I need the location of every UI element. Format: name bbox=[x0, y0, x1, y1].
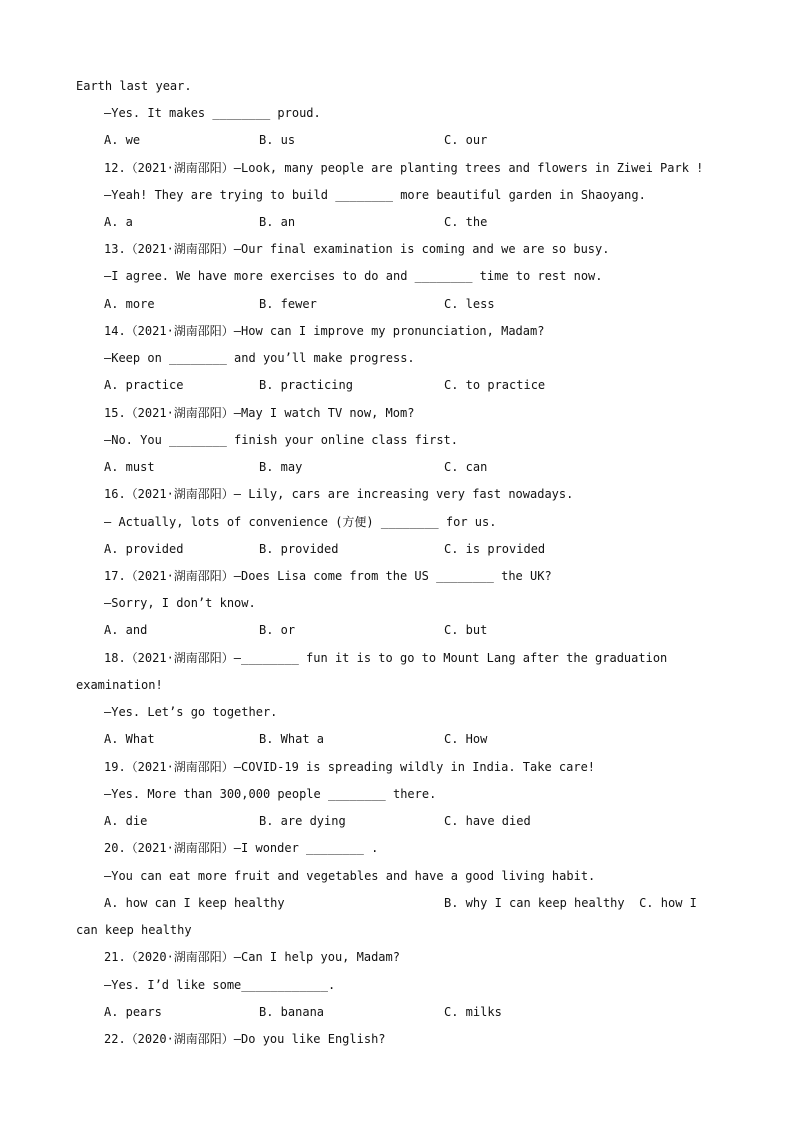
question-line: 20.（2021·湖南邵阳）—I wonder ________ . bbox=[104, 841, 379, 855]
option-b: B. may bbox=[259, 460, 303, 474]
option-c-continued: can keep healthy bbox=[76, 923, 192, 937]
option-b: B. banana bbox=[259, 1005, 325, 1019]
option-a: A. must bbox=[104, 460, 155, 474]
option-b: B. an bbox=[259, 215, 296, 229]
answer-line: —Yes. It makes ________ proud. bbox=[104, 106, 321, 120]
question-line: 19.（2021·湖南邵阳）—COVID-19 is spreading wildly in India. Take care! bbox=[104, 760, 596, 774]
option-b: B. or bbox=[259, 623, 296, 637]
answer-line: —I agree. We have more exercises to do and ________ time to rest now. bbox=[104, 269, 603, 283]
option-c: C. the bbox=[444, 215, 488, 229]
question-line: 16.（2021·湖南邵阳）— Lily, cars are increasing very fast nowadays. bbox=[104, 487, 574, 501]
option-c: C. milks bbox=[444, 1005, 502, 1019]
option-c: C. is provided bbox=[444, 542, 546, 556]
option-a: A. we bbox=[104, 133, 141, 147]
question-line: 14.（2021·湖南邵阳）—How can I improve my pronunciation, Madam? bbox=[104, 324, 545, 338]
option-a: A. What bbox=[104, 732, 155, 746]
option-b: B. us bbox=[259, 133, 296, 147]
question-line: 22.（2020·湖南邵阳）—Do you like English? bbox=[104, 1032, 386, 1046]
option-b: B. provided bbox=[259, 542, 339, 556]
option-b: B. practicing bbox=[259, 378, 353, 392]
answer-line: —Keep on ________ and you’ll make progress. bbox=[104, 351, 415, 365]
option-a: A. die bbox=[104, 814, 148, 828]
option-b: B. fewer bbox=[259, 297, 317, 311]
option-c: C. our bbox=[444, 133, 488, 147]
option-a: A. and bbox=[104, 623, 148, 637]
answer-line: —Yes. I’d like some____________. bbox=[104, 978, 336, 992]
option-c: C. less bbox=[444, 297, 495, 311]
answer-line: —Yes. Let’s go together. bbox=[104, 705, 278, 719]
answer-line: —Yeah! They are trying to build ________ more beautiful garden in Shaoyang. bbox=[104, 188, 646, 202]
answer-line: —Yes. More than 300,000 people ________ there. bbox=[104, 787, 437, 801]
option-c: C. can bbox=[444, 460, 488, 474]
question-line: 17.（2021·湖南邵阳）—Does Lisa come from the US ________ the UK? bbox=[104, 569, 552, 583]
question-line-continued: examination! bbox=[76, 678, 163, 692]
option-c: C. but bbox=[444, 623, 488, 637]
answer-line: —No. You ________ finish your online class first. bbox=[104, 433, 459, 447]
text-line: Earth last year. bbox=[76, 79, 192, 93]
option-b-c: B. why I can keep healthy C. how I bbox=[444, 896, 697, 910]
answer-line: —Sorry, I don’t know. bbox=[104, 596, 256, 610]
question-line: 21.（2020·湖南邵阳）—Can I help you, Madam? bbox=[104, 950, 400, 964]
question-line: 18.（2021·湖南邵阳）—________ fun it is to go to Mount Lang after the graduation bbox=[104, 651, 668, 665]
question-line: 12.（2021·湖南邵阳）—Look, many people are planting trees and flowers in Ziwei Park ! bbox=[104, 161, 704, 175]
option-b: B. What a bbox=[259, 732, 325, 746]
option-a: A. practice bbox=[104, 378, 184, 392]
answer-line: — Actually, lots of convenience (方便) ________ for us. bbox=[104, 515, 497, 529]
option-a: A. pears bbox=[104, 1005, 162, 1019]
answer-line: —You can eat more fruit and vegetables and have a good living habit. bbox=[104, 869, 596, 883]
option-a: A. a bbox=[104, 215, 133, 229]
option-c: C. How bbox=[444, 732, 488, 746]
option-a: A. more bbox=[104, 297, 155, 311]
option-c: C. have died bbox=[444, 814, 531, 828]
option-a: A. how can I keep healthy bbox=[104, 896, 285, 910]
question-line: 15.（2021·湖南邵阳）—May I watch TV now, Mom? bbox=[104, 406, 415, 420]
option-c: C. to practice bbox=[444, 378, 546, 392]
question-line: 13.（2021·湖南邵阳）—Our final examination is coming and we are so busy. bbox=[104, 242, 610, 256]
option-a: A. provided bbox=[104, 542, 184, 556]
option-b: B. are dying bbox=[259, 814, 346, 828]
